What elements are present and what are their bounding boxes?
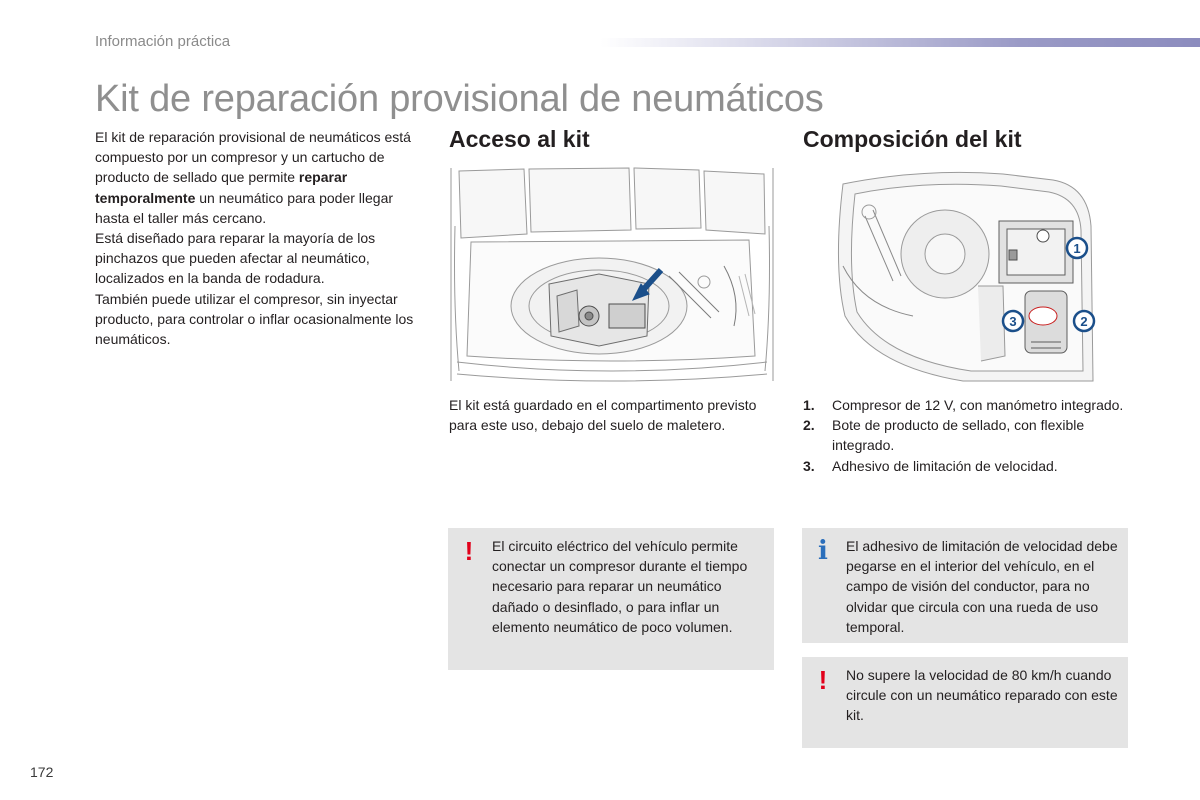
composition-heading: Composición del kit xyxy=(803,126,1022,152)
trunk-illustration xyxy=(449,166,775,388)
warning-icon: ! xyxy=(818,665,828,695)
svg-text:2: 2 xyxy=(1080,314,1088,329)
info-text-sticker: El adhesivo de limitación de velocidad debe pegarse en el interior del vehículo, en el campo de visión del conductor, para no olvidar que circula con una rueda de uso temporal. xyxy=(846,538,1118,635)
kit-illustration xyxy=(803,166,1129,388)
intro-paragraph-2: Está diseñado para reparar la mayoría de los pinchazos que pueden afectar al neumático, localizados en la banda de rodadura. xyxy=(95,230,376,287)
info-note-sticker xyxy=(802,528,1128,643)
info-icon: i xyxy=(818,536,828,566)
composition-list xyxy=(803,395,1133,476)
intro-text xyxy=(95,127,415,349)
header-bar xyxy=(600,38,1200,47)
list-item: 2. Bote de producto de sellado, con flexible integrado. xyxy=(803,417,1085,454)
callout-2 xyxy=(1074,311,1094,331)
page-number: 172 xyxy=(30,764,54,780)
access-caption: El kit está guardado en el compartimento previsto para este uso, debajo del suelo de maletero. xyxy=(449,397,757,434)
intro-bold-phrase: reparar temporalmente xyxy=(95,169,348,206)
page-title: Kit de reparación provisional de neumáticos xyxy=(95,78,824,120)
list-item: 1. Compresor de 12 V, con manómetro integrado. xyxy=(803,397,1124,413)
warning-text-speed: No supere la velocidad de 80 km/h cuando circule con un neumático reparado con este kit. xyxy=(846,667,1118,724)
access-heading: Acceso al kit xyxy=(449,126,590,152)
svg-text:3: 3 xyxy=(1009,314,1017,329)
svg-text:1: 1 xyxy=(1073,241,1081,256)
callout-1 xyxy=(1067,238,1087,258)
intro-paragraph-1: El kit de reparación provisional de neumáticos está compuesto por un compresor y un cartucho de producto de sellado que permite reparar temporalmente un neumático para poder llegar hasta el taller más cercano. xyxy=(95,129,411,226)
callout-3 xyxy=(1003,311,1023,331)
list-item: 3. Adhesivo de limitación de velocidad. xyxy=(803,457,1058,474)
warning-note-speed xyxy=(802,657,1128,748)
warning-text-circuit: El circuito eléctrico del vehículo permite conectar un compresor durante el tiempo necesario para reparar un neumático dañado o desinflado, o para inflar un elemento neumático de poco volumen. xyxy=(492,538,748,635)
intro-paragraph-3: También puede utilizar el compresor, sin inyectar producto, para controlar o inflar ocasionalmente los neumáticos. xyxy=(95,290,414,348)
section-label: Información práctica xyxy=(95,33,231,50)
warning-icon: ! xyxy=(464,536,474,566)
warning-note-circuit xyxy=(448,528,774,670)
